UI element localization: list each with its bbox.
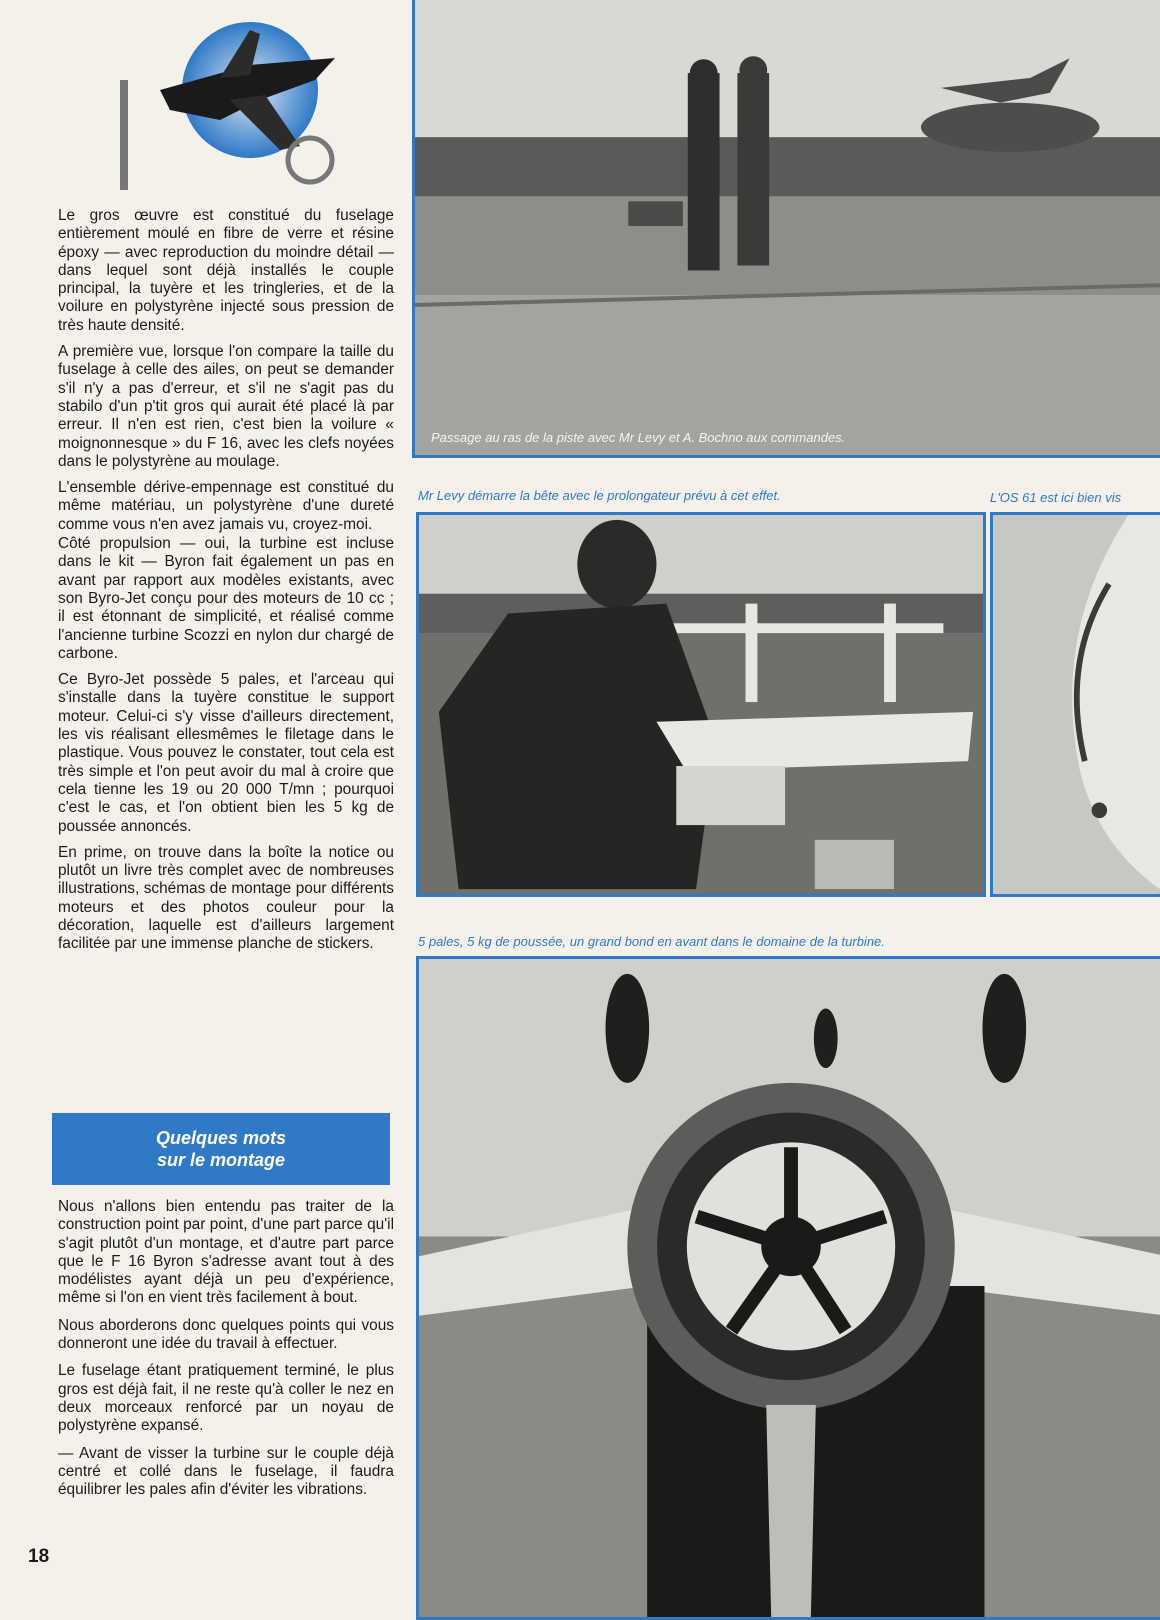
- photo-caption: Passage au ras de la piste avec Mr Levy et A. Bochno aux commandes.: [431, 430, 846, 445]
- photo-turbine-front: [416, 956, 1160, 1620]
- section-heading-line: Quelques mots: [155, 1128, 287, 1148]
- section-paragraph: — Avant de visser la turbine sur le couple déjà centré et collé dans le fuselage, il faudra équilibrer les pales afin d'éviter les vibrations.: [58, 1444, 394, 1499]
- section-paragraph: Nous aborderons donc quelques points qui vous donneront une idée du travail à effectuer.: [58, 1316, 394, 1353]
- section-column: [58, 1198, 394, 1508]
- section-heading: [52, 1113, 390, 1185]
- photo-caption: L'OS 61 est ici bien vis: [990, 490, 1122, 505]
- page-number: 18: [28, 1546, 50, 1567]
- section-heading-line: sur le montage: [156, 1150, 286, 1170]
- photo-engine-closeup: [990, 512, 1160, 897]
- article-paragraph: En prime, on trouve dans la boîte la notice ou plutôt un livre très complet avec de nombreuses illustrations, schémas de montage pour différents moteurs et des photos couleur pour la décoration, laquelle est d'ailleurs largement facilitée par une immense planche de stickers.: [58, 843, 394, 953]
- photo-caption: Mr Levy démarre la bête avec le prolongateur prévu à cet effet.: [418, 488, 781, 503]
- article-paragraph: Le gros œuvre est constitué du fuselage entièrement moulé en fibre de verre et résine époxy — avec reproduction du moindre détail — dans lequel sont déjà installés le couple principal, la tuyère et les tringleries, et de la voilure en polystyrène injecté sous pression de très haute densité.: [58, 207, 394, 334]
- photo-engine-start: [416, 512, 986, 897]
- section-paragraph: Nous n'allons bien entendu pas traiter de la construction point par point, d'une part parce qu'il s'agit plutôt d'un montage, et d'autre part parce que le F 16 Byron s'adresse avant tout à des modélistes ayant déjà un peu d'expérience, même si l'on en vient très facilement à bout.: [58, 1198, 394, 1307]
- article-paragraph: Côté propulsion — oui, la turbine est incluse dans le kit — Byron fait également un pas en avant par rapport aux modèles existants, avec son Byro-Jet conçu pour des moteurs de 10 cc ; il est étonnant de simplicité, et réalisé comme l'ancienne turbine Scozzi en nylon dur chargé de carbone.: [58, 535, 394, 662]
- article-paragraph: A première vue, lorsque l'on compare la taille du fuselage à celle des ailes, on peut se demander s'il n'y a pas d'erreur, et s'il ne s'agit pas du stabilo d'un p'tit gros qui aurait été placé là par erreur. Il n'en est rien, c'est bien la voilure « moignonnesque » du F 16, avec les clefs noyées dans le polystyrène au moulage.: [58, 343, 394, 470]
- magazine-emblem-logo: [100, 20, 360, 210]
- article-paragraph: L'ensemble dérive-empennage est constitué du même matériau, un polystyrène d'une dureté comme vous n'en avez jamais vu, croyez-moi.: [58, 479, 394, 533]
- photo-runway-flyby: [412, 0, 1160, 458]
- article-column: [58, 207, 394, 962]
- photo-caption: 5 pales, 5 kg de poussée, un grand bond en avant dans le domaine de la turbine.: [418, 934, 885, 949]
- section-paragraph: Le fuselage étant pratiquement terminé, le plus gros est déjà fait, il ne reste qu'à coller le nez en deux morceaux renforcé par un noyau de polystyrène expansé.: [58, 1362, 394, 1435]
- article-paragraph: Ce Byro-Jet possède 5 pales, et l'arceau qui s'installe dans la tuyère constitue le support moteur. Celui-ci s'y visse d'ailleurs directement, les vis réalisant ellesmêmes le filetage dans le plastique. Vous pouvez le constater, tout cela est très simple et l'on peut avoir du mal à croire que cela tienne les 19 ou 20 000 T/mn ; pourquoi c'est le cas, et l'on obtient bien les 5 kg de poussée annoncés.: [58, 671, 394, 835]
